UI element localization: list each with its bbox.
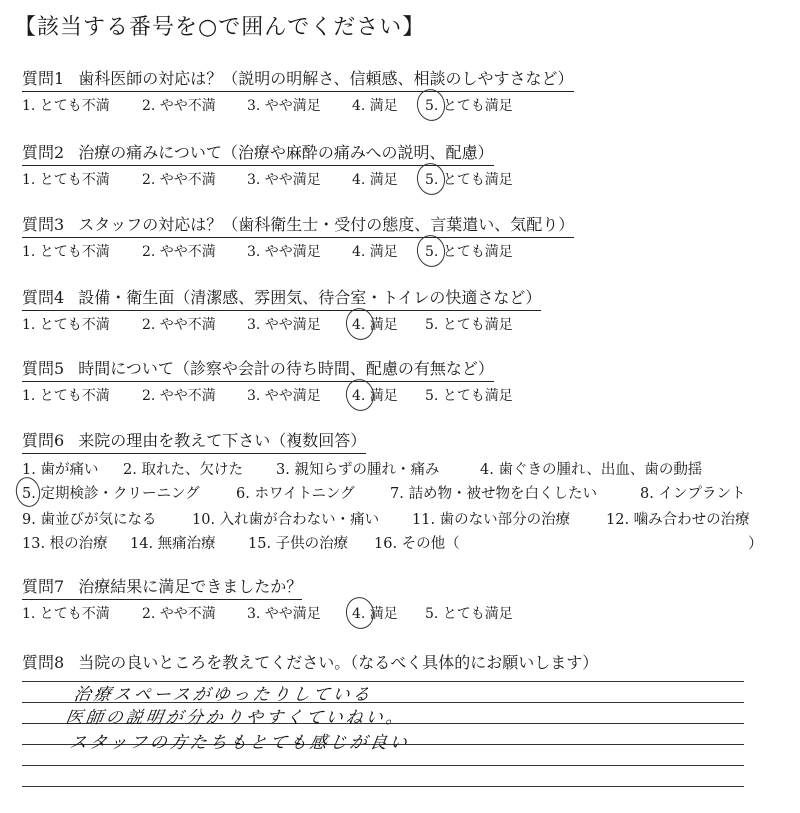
question-7 xyxy=(22,574,782,623)
rating-options xyxy=(22,385,782,405)
page-title: 【該当する番号を○で囲んでください】 xyxy=(14,15,426,40)
answer-line xyxy=(22,786,744,787)
option-5[interactable]: 5. とても満足 xyxy=(425,388,513,404)
reason-1[interactable]: 1. 歯が痛い xyxy=(22,462,99,478)
reason-12[interactable]: 12. 噛み合わせの治療 xyxy=(606,512,750,528)
rating-options xyxy=(22,314,782,334)
question-3 xyxy=(22,212,782,261)
option-3[interactable]: 3. やや満足 xyxy=(247,317,321,333)
option-4[interactable]: 4. 満足 xyxy=(352,606,398,622)
reason-4[interactable]: 4. 歯ぐきの腫れ、出血、歯の動揺 xyxy=(480,462,703,478)
question-6 xyxy=(22,428,782,454)
handwritten-answer-3[interactable]: スタッフの方たちもとても感じが良い xyxy=(68,733,412,753)
question-text: 歯科医師の対応は？（説明の明解さ、信頼感、相談のしやすさなど） xyxy=(78,69,574,88)
rating-options xyxy=(22,169,782,189)
question-number: 質問2 xyxy=(22,143,65,162)
option-1[interactable]: 1. とても不満 xyxy=(22,244,110,260)
reason-8[interactable]: 8. インプラント xyxy=(640,486,746,502)
option-2[interactable]: 2. やや不満 xyxy=(142,317,216,333)
reason-3[interactable]: 3. 親知らずの腫れ・痛み xyxy=(276,462,440,478)
question-heading xyxy=(22,212,574,238)
reason-5[interactable]: 5. 定期検診・クリーニング xyxy=(22,486,200,502)
question-heading xyxy=(22,650,598,675)
option-3[interactable]: 3. やや満足 xyxy=(247,172,321,188)
question-number: 質問8 xyxy=(22,653,65,672)
question-heading xyxy=(22,140,494,166)
other-close-paren: ） xyxy=(748,534,764,552)
reason-15[interactable]: 15. 子供の治療 xyxy=(248,536,349,552)
option-5[interactable]: 5. とても満足 xyxy=(425,244,513,260)
question-4 xyxy=(22,285,782,334)
reason-13[interactable]: 13. 根の治療 xyxy=(22,536,108,552)
rating-options xyxy=(22,603,782,623)
question-heading xyxy=(22,574,302,600)
option-5[interactable]: 5. とても満足 xyxy=(425,317,513,333)
option-5[interactable]: 5. とても満足 xyxy=(425,606,513,622)
option-4[interactable]: 4. 満足 xyxy=(352,98,398,114)
option-5[interactable]: 5. とても満足 xyxy=(425,98,513,114)
question-number: 質問1 xyxy=(22,69,65,88)
option-5[interactable]: 5. とても満足 xyxy=(425,172,513,188)
question-text: 治療の痛みについて（治療や麻酔の痛みへの説明、配慮） xyxy=(78,143,494,162)
question-number: 質問5 xyxy=(22,359,65,378)
question-text: 当院の良いところを教えてください。（なるべく具体的にお願いします） xyxy=(78,653,599,672)
option-2[interactable]: 2. やや不満 xyxy=(142,244,216,260)
question-heading xyxy=(22,66,574,92)
rating-options xyxy=(22,241,782,261)
option-1[interactable]: 1. とても不満 xyxy=(22,98,110,114)
question-8 xyxy=(22,650,782,675)
reason-14[interactable]: 14. 無痛治療 xyxy=(130,536,216,552)
option-3[interactable]: 3. やや満足 xyxy=(247,388,321,404)
option-4[interactable]: 4. 満足 xyxy=(352,388,398,404)
question-text: スタッフの対応は？（歯科衛生士・受付の態度、言葉遣い、気配り） xyxy=(78,215,575,234)
question-text: 治療結果に満足できましたか？ xyxy=(78,577,303,596)
question-1 xyxy=(22,66,782,115)
option-4[interactable]: 4. 満足 xyxy=(352,317,398,333)
reason-6[interactable]: 6. ホワイトニング xyxy=(236,486,355,502)
option-4[interactable]: 4. 満足 xyxy=(352,172,398,188)
reason-10[interactable]: 10. 入れ歯が合わない・痛い xyxy=(192,512,380,528)
question-heading xyxy=(22,285,541,311)
option-1[interactable]: 1. とても不満 xyxy=(22,606,110,622)
option-2[interactable]: 2. やや不満 xyxy=(142,172,216,188)
question-heading xyxy=(22,356,494,382)
reason-16[interactable]: 16. その他（ xyxy=(374,536,460,552)
option-1[interactable]: 1. とても不満 xyxy=(22,317,110,333)
question-text: 設備・衛生面（清潔感、雰囲気、待合室・トイレの快適さなど） xyxy=(78,288,542,307)
question-number: 質問3 xyxy=(22,215,65,234)
reason-9[interactable]: 9. 歯並びが気になる xyxy=(22,512,157,528)
question-5 xyxy=(22,356,782,405)
question-number: 質問7 xyxy=(22,577,65,596)
reason-11[interactable]: 11. 歯のない部分の治療 xyxy=(412,512,571,528)
question-text: 来院の理由を教えて下さい（複数回答） xyxy=(78,431,367,450)
handwritten-answer-2[interactable]: 医師の説明が分かりやすくていねい。 xyxy=(64,708,408,728)
question-heading xyxy=(22,428,366,454)
option-2[interactable]: 2. やや不満 xyxy=(142,606,216,622)
question-text: 時間について（診察や会計の待ち時間、配慮の有無など） xyxy=(78,359,494,378)
option-2[interactable]: 2. やや不満 xyxy=(142,388,216,404)
option-4[interactable]: 4. 満足 xyxy=(352,244,398,260)
reason-2[interactable]: 2. 取れた、欠けた xyxy=(123,462,243,478)
question-number: 質問6 xyxy=(22,431,65,450)
reason-7[interactable]: 7. 詰め物・被せ物を白くしたい xyxy=(390,486,597,502)
rating-options xyxy=(22,95,782,115)
option-2[interactable]: 2. やや不満 xyxy=(142,98,216,114)
answer-line xyxy=(22,765,744,766)
question-2 xyxy=(22,140,782,189)
option-3[interactable]: 3. やや満足 xyxy=(247,244,321,260)
question-number: 質問4 xyxy=(22,288,65,307)
option-3[interactable]: 3. やや満足 xyxy=(247,606,321,622)
option-3[interactable]: 3. やや満足 xyxy=(247,98,321,114)
option-1[interactable]: 1. とても不満 xyxy=(22,172,110,188)
handwritten-answer-1[interactable]: 治療スペースがゆったりしている xyxy=(72,685,375,705)
option-1[interactable]: 1. とても不満 xyxy=(22,388,110,404)
